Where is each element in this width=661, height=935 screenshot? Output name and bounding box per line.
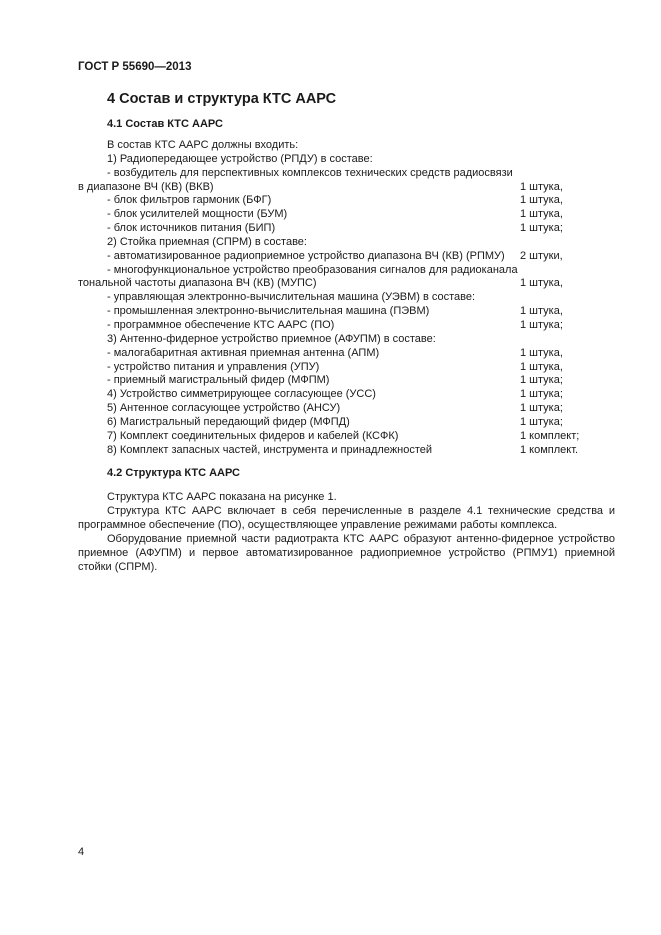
item-text: 1) Радиопередающее устройство (РПДУ) в составе: — [107, 152, 373, 165]
section-heading: 4 Состав и структура КТС ААРС — [107, 91, 337, 107]
item-quantity: 1 штука, — [520, 208, 563, 221]
structure-text — [78, 491, 615, 574]
list-item — [78, 222, 598, 236]
item-quantity: 1 штука, — [520, 305, 563, 318]
item-quantity: 1 штука; — [520, 374, 563, 387]
list-item — [78, 319, 598, 333]
item-text: 3) Антенно-фидерное устройство приемное (АФУПМ) в составе: — [107, 332, 436, 345]
item-text: в диапазоне ВЧ (КВ) (ВКВ) — [78, 180, 214, 193]
list-item — [78, 402, 598, 416]
list-item — [78, 139, 598, 153]
subsection-heading-composition: 4.1 Состав КТС ААРС — [107, 118, 223, 130]
item-text: - программное обеспечение КТС ААРС (ПО) — [107, 318, 335, 331]
list-item — [78, 305, 598, 319]
item-text: - возбудитель для перспективных комплексов технических средств радиосвязи — [107, 166, 513, 179]
item-text: - автоматизированное радиоприемное устройство диапазона ВЧ (КВ) (РПМУ) — [107, 249, 505, 262]
list-item — [78, 388, 598, 402]
composition-list — [78, 139, 598, 457]
item-text: - блок усилителей мощности (БУМ) — [107, 208, 288, 221]
list-item — [78, 264, 598, 278]
item-text: - приемный магистральный фидер (МФПМ) — [107, 374, 330, 387]
list-item — [78, 153, 598, 167]
item-quantity: 1 штука, — [520, 180, 563, 193]
list-item — [78, 361, 598, 375]
subsection-heading-structure: 4.2 Структура КТС ААРС — [107, 467, 241, 479]
item-text: - блок источников питания (БИП) — [107, 222, 276, 235]
list-item — [78, 277, 598, 291]
list-item — [78, 291, 598, 305]
list-item — [78, 250, 598, 264]
item-quantity: 1 штука; — [520, 415, 563, 428]
item-text: - управляющая электронно-вычислительная машина (УЭВМ) в составе: — [107, 291, 476, 304]
paragraph: Оборудование приемной части радиотракта КТС ААРС образуют антенно-фидерное устройство приемное (АФУПМ) и первое автоматизированное радиоприемное устройство (РПМУ1) приемной стойки (СПРМ). — [78, 532, 615, 573]
item-quantity: 1 штука, — [520, 360, 563, 373]
item-text: - промышленная электронно-вычислительная машина (ПЭВМ) — [107, 305, 430, 318]
item-quantity: 1 штука; — [520, 388, 563, 401]
list-item — [78, 167, 598, 181]
item-text: 7) Комплект соединительных фидеров и кабелей (КСФК) — [107, 429, 399, 442]
item-text: - многофункциональное устройство преобразования сигналов для радиоканала — [107, 263, 518, 276]
item-quantity: 1 комплект. — [520, 443, 579, 456]
item-text: - малогабаритная активная приемная антенна (АПМ) — [107, 346, 380, 359]
paragraph: Структура КТС ААРС включает в себя перечисленные в разделе 4.1 технические средства и программное обеспечение (ПО), осуществляющее управление режимами работы комплекса. — [78, 504, 615, 531]
item-quantity: 1 штука, — [520, 277, 563, 290]
list-item — [78, 374, 598, 388]
item-quantity: 2 штуки, — [520, 249, 563, 262]
list-item — [78, 444, 598, 458]
item-text: 6) Магистральный передающий фидер (МФПД) — [107, 415, 350, 428]
document-code: ГОСТ Р 55690—2013 — [78, 61, 192, 73]
paragraph: Структура КТС ААРС показана на рисунке 1. — [107, 491, 337, 503]
list-item — [78, 181, 598, 195]
list-item — [78, 347, 598, 361]
item-quantity: 1 штука, — [520, 346, 563, 359]
item-text: тональной частоты диапазона ВЧ (КВ) (МУПС) — [78, 277, 317, 290]
item-text: 8) Комплект запасных частей, инструмента и принадлежностей — [107, 443, 432, 456]
item-quantity: 1 штука; — [520, 402, 563, 415]
item-quantity: 1 штука; — [520, 222, 563, 235]
item-quantity: 1 штука; — [520, 318, 563, 331]
list-item — [78, 208, 598, 222]
item-quantity: 1 комплект; — [520, 429, 580, 442]
page-number: 4 — [78, 846, 85, 858]
list-item — [78, 333, 598, 347]
item-text: - устройство питания и управления (УПУ) — [107, 360, 320, 373]
item-text: В состав КТС ААРС должны входить: — [107, 139, 299, 151]
list-item — [78, 236, 598, 250]
item-text: 4) Устройство симметрирующее согласующее (УСС) — [107, 388, 376, 401]
item-text: - блок фильтров гармоник (БФГ) — [107, 194, 272, 207]
list-item — [78, 430, 598, 444]
list-item — [78, 194, 598, 208]
item-text: 2) Стойка приемная (СПРМ) в составе: — [107, 235, 307, 248]
item-text: 5) Антенное согласующее устройство (АНСУ) — [107, 402, 341, 415]
list-item — [78, 416, 598, 430]
item-quantity: 1 штука, — [520, 194, 563, 207]
